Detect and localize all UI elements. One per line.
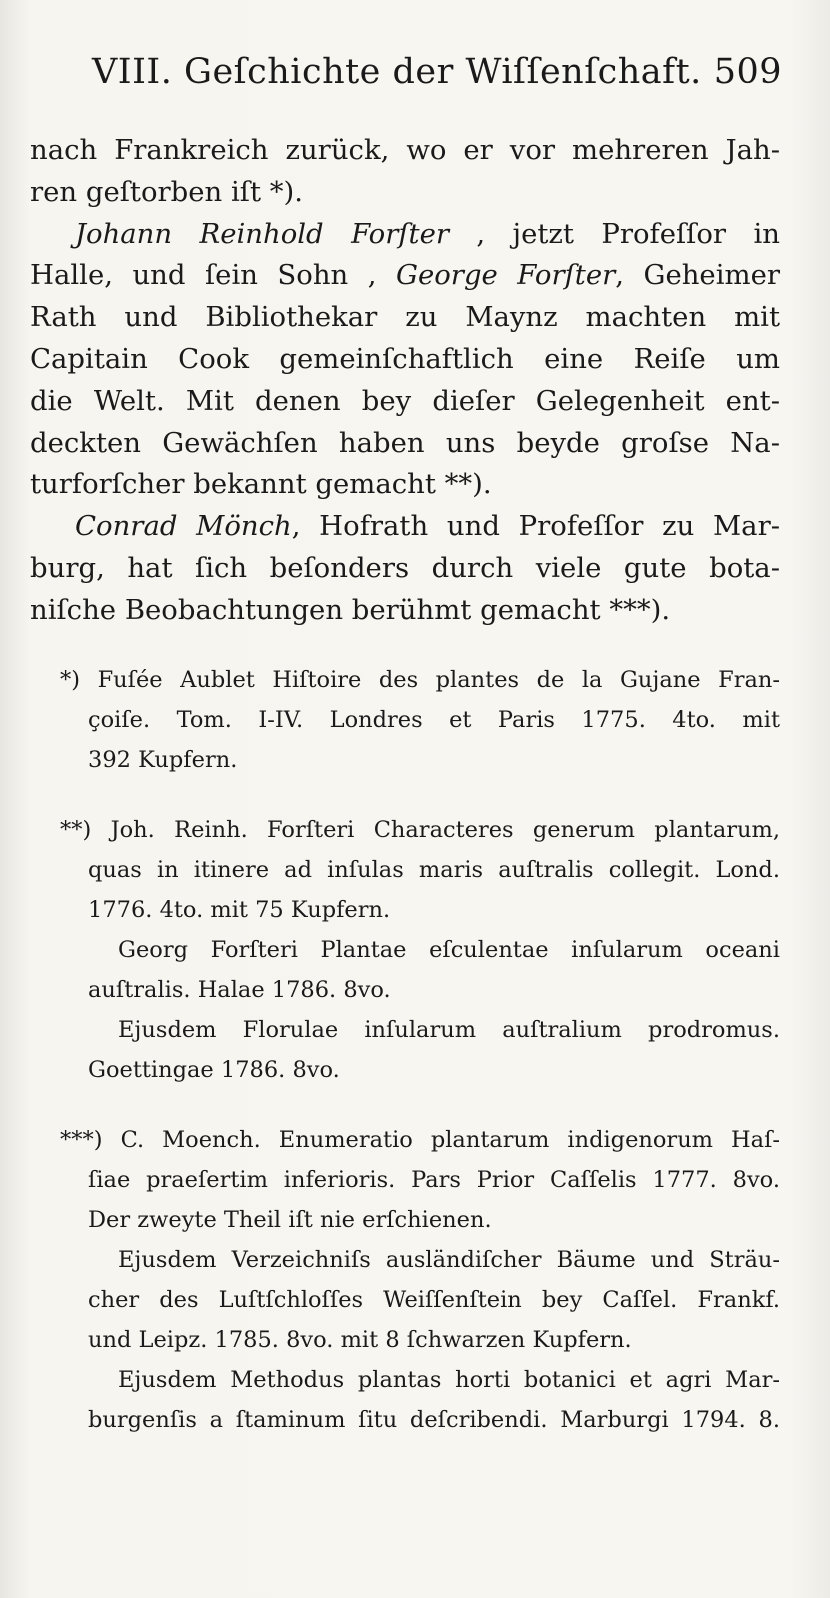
text-fragment: Joh. Reinh. Forſteri Characteres generum plantarum, bbox=[110, 817, 780, 843]
chapter-title: VIII. Geſchichte der Wiſſenſchaft. bbox=[92, 52, 702, 92]
text-line: 392 Kupfern. bbox=[88, 747, 238, 773]
paragraph-1 bbox=[30, 130, 780, 214]
text-line: turforſcher bekannt gemacht **). bbox=[30, 468, 492, 501]
text-line bbox=[60, 1120, 780, 1160]
text-line: Georg Forſteri Plantae eſculentae inſularum oceani bbox=[118, 937, 780, 963]
text-line: çoiſe. Tom. I-IV. Londres et Paris 1775. 4to. mit bbox=[88, 707, 780, 733]
footnote-3 bbox=[60, 1120, 780, 1440]
text-line bbox=[30, 506, 780, 548]
text-line bbox=[30, 255, 780, 297]
footnote-marker: *) bbox=[60, 667, 81, 693]
page-number: 509 bbox=[713, 52, 782, 92]
text-line: quas in itinere ad inſulas maris auſtralis collegit. Lond. bbox=[88, 857, 780, 883]
text-line: Der zweyte Theil iſt nie erſchienen. bbox=[88, 1207, 492, 1233]
text-line: ſiae praeſertim inferioris. Pars Prior Caſſelis 1777. 8vo. bbox=[88, 1167, 780, 1193]
footnote-2 bbox=[60, 810, 780, 1090]
running-header bbox=[92, 52, 782, 108]
person-name: George Forſter bbox=[396, 259, 616, 292]
text-line bbox=[60, 810, 780, 850]
text-line: ren geſtorben iſt *). bbox=[30, 175, 303, 208]
footnote-marker: ***) bbox=[60, 1127, 103, 1153]
person-name: Conrad Mönch bbox=[75, 510, 292, 543]
text-line: cher des Luſtſchloſſes Weiſſenſtein bey Caſſel. Frankf. bbox=[88, 1287, 780, 1313]
text-line: Ejusdem Verzeichniſs ausländiſcher Bäume und Sträu- bbox=[118, 1247, 780, 1273]
paragraph-3 bbox=[30, 506, 780, 631]
text-line: deckten Gewächſen haben uns beyde groſse Na- bbox=[30, 426, 780, 459]
text-fragment: , jetzt Profeſſor in bbox=[476, 217, 780, 250]
text-fragment: Fuſée Aublet Hiſtoire des plantes de la Gujane Fran- bbox=[97, 667, 781, 693]
footnotes bbox=[60, 660, 780, 1470]
text-line bbox=[30, 214, 780, 256]
text-line: und Leipz. 1785. 8vo. mit 8 ſchwarzen Kupfern. bbox=[88, 1327, 632, 1353]
footnote-marker: **) bbox=[60, 817, 92, 843]
text-fragment: C. Moench. Enumeratio plantarum indigenorum Haſ- bbox=[120, 1127, 781, 1153]
text-fragment: , Hofrath und Profeſſor zu Mar- bbox=[291, 510, 781, 543]
text-line: nach Frankreich zurück, wo er vor mehreren Jah- bbox=[30, 134, 780, 166]
text-line: 1776. 4to. mit 75 Kupfern. bbox=[88, 897, 391, 923]
text-line: burg, hat ſich beſonders durch viele gute bota- bbox=[30, 551, 780, 584]
text-line: Capitain Cook gemeinſchaftlich eine Reiſe um bbox=[30, 342, 780, 375]
text-line: Ejusdem Methodus plantas horti botanici et agri Mar- bbox=[118, 1367, 780, 1393]
person-name: Johann Reinhold Forſter bbox=[75, 217, 449, 250]
text-fragment: Halle, und ſein Sohn , bbox=[30, 259, 377, 292]
main-text bbox=[30, 130, 780, 632]
text-line: burgenſis a ſtaminum ſitu deſcribendi. Marburgi 1794. 8. bbox=[88, 1407, 780, 1433]
text-line: Goettingae 1786. 8vo. bbox=[88, 1057, 340, 1083]
paragraph-2 bbox=[30, 214, 780, 507]
text-fragment: , Geheimer bbox=[615, 259, 781, 292]
text-line bbox=[60, 660, 780, 700]
text-line: Ejusdem Florulae inſularum auſtralium prodromus. bbox=[118, 1017, 780, 1043]
text-line: auſtralis. Halae 1786. 8vo. bbox=[88, 977, 391, 1003]
footnote-1 bbox=[60, 660, 780, 780]
text-line: Rath und Bibliothekar zu Maynz machten mit bbox=[30, 301, 780, 334]
text-line: niſche Beobachtungen berühmt gemacht ***). bbox=[30, 593, 671, 626]
text-line: die Welt. Mit denen bey dieſer Gelegenheit ent- bbox=[30, 384, 780, 417]
